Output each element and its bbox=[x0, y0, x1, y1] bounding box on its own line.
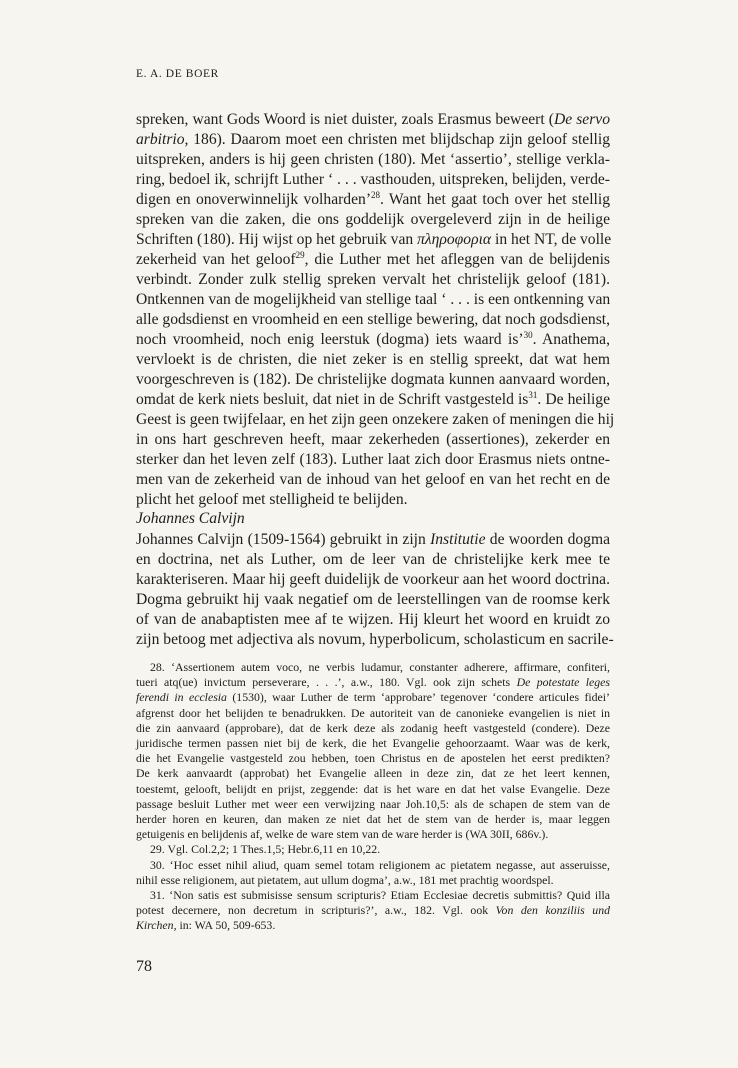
text-line: Geest is geen twijfelaar, en het zijn geen onzekere zaken of meningen die hij bbox=[136, 411, 615, 428]
text-line: verbindt. Zonder zulk stellig spreken vervalt het christelijk geloof (181). bbox=[136, 271, 610, 288]
footnote-ref-30: 30 bbox=[523, 330, 533, 340]
text-line: Schriften (180). Hij wijst op het gebruik van πληροφορια in het NT, de volle bbox=[136, 231, 612, 248]
text-line: noch vroomheid, noch enig leerstuk (dogma) iets waard is’$^{30}$. Anathema, bbox=[136, 330, 611, 348]
text-line: karakteriseren. Maar hij geeft duidelijk de voorkeur aan het woord doctrina. bbox=[136, 571, 610, 588]
text-line: sterker dan het leven zelf (183). Luther laat zich door Erasmus niets ontne- bbox=[136, 451, 610, 468]
text-line: Dogma gebruikt hij vaak negatief om de leerstellingen van de roomse kerk bbox=[136, 591, 610, 608]
running-head: E. A. DE BOER bbox=[136, 68, 219, 80]
footnote-30: 30. ‘Hoc esset nihil aliud, quam semel totam religionem ac pietatem negasse, aut asseruisse, nihil esse religionem, aut pietatem, aut ullum dogma’, a.w., 181 met prachtig woordspel. bbox=[136, 857, 610, 887]
text-line: vervloekt is de christen, die niet zeker is en stellig spreekt, dat wat hem bbox=[136, 351, 610, 368]
text-line: Ontkennen van de mogelijkheid van stellige taal ‘ . . . is een ontkenning van bbox=[136, 291, 611, 308]
text-line: Johannes Calvijn (1509-1564) gebruikt in zijn Institutie de woorden dogma bbox=[136, 531, 611, 548]
text-line: zekerheid van het geloof$^{29}$, die Luther met het afleggen van de belijdenis bbox=[136, 250, 610, 268]
body-text bbox=[136, 110, 615, 510]
text-line: voorgeschreven is (182). De christelijke dogmata kunnen aanvaard worden, bbox=[136, 371, 610, 388]
footnotes bbox=[136, 660, 610, 934]
text-line: men van de zekerheid van de inhoud van het geloof en van het recht en de bbox=[136, 471, 610, 488]
text-line: ring, bedoel ik, schrijft Luther ‘ . . . vasthouden, uitspreken, belijden, verde- bbox=[136, 171, 610, 188]
text-line: zijn betoog met adjectiva als novum, hyperbolicum, scholasticum en sacrile- bbox=[136, 631, 614, 648]
text-line: uitspreken, anders is hij geen christen (180). Met ‘assertio’, stellige verkla- bbox=[136, 151, 610, 168]
text-line: of van de anabaptisten mee af te wijzen. Hij kleurt het woord en kruidt zo bbox=[136, 611, 610, 628]
footnote-29: 29. Vgl. Col.2,2; 1 Thes.1,5; Hebr.6,11 en 10,22. bbox=[150, 842, 381, 857]
footnote-31: 31. ‘Non satis est submisisse sensum scripturis? Etiam Ecclesiae decretis submittis? Quid illa potest decernere, non decretum in scripturis?’, a.w., 182. Vgl. ook Von den konziliis und Kirchen, in: WA 50, 509-653. bbox=[136, 888, 610, 933]
footnote-ref-28: 28 bbox=[371, 190, 381, 200]
footnote-ref-29: 29 bbox=[295, 250, 305, 260]
greek-term: πληροφορια bbox=[417, 231, 492, 248]
section-body bbox=[136, 530, 614, 650]
text-line: arbitrio, 186). Daarom moet een christen met blijdschap zijn geloof stellig bbox=[136, 131, 610, 148]
footnote-28: 28. ‘Assertionem autem voco, ne verbis ludamur, constanter adherere, affirmare, confiteri, tueri atq(ue) invictum perseverare, . . .’, a.w., 180. Vgl. ook zijn schets De potestate leges ferendi in ecclesia (1530), waar Luther de term ‘approbare’ tegenover ‘condere articules fidei’ afgrenst door het belijden te benadrukken. De autoriteit van de canonieke evangelien is niet in die zin aanvaard (approbare), dat de kerk deze als zodanig heeft vastgesteld (condere). Deze juridische termen passen niet bij de kerk, die het Evangelie gehoorzaamt. Waar was de kerk, die het Evangelie vastgesteld zou hebben, toen Christus en de apostelen het eerst predikten? De kerk aanvaardt (approbat) het Evangelie alleen in deze zin, dat ze het leert kennen, toestemt, gelooft, belijdt en prijst, zeggende: dat is het ware en dat het valse Evangelie. Deze passage besluit Luther met weer een verwijzing naar Joh.10,5: als de schapen de stem van de herder horen en keuren, dan maken ze niet dat het de stem van de herder is, maar leggen getuigenis en belijdenis af, welke de ware stem van de ware herder is (WA 30II, 686v.). bbox=[136, 660, 611, 842]
page-number: 78 bbox=[136, 958, 152, 975]
text-line: spreken van die zaken, die ons goddelijk overgeleverd zijn in de heilige bbox=[136, 211, 610, 228]
text-line: plicht het geloof met stelligheid te belijden. bbox=[136, 491, 408, 508]
footnote-ref-31: 31 bbox=[528, 390, 538, 400]
text-line: omdat de kerk niets besluit, dat niet in de Schrift vastgesteld $is^{31}$. De heilige bbox=[136, 390, 611, 408]
text-line: en doctrina, net als Luther, om de leer van de christelijke kerk mee te bbox=[136, 551, 610, 568]
text-line: digen en onoverwinnelijk volharden’$^{28}$. Want het gaat toch over het stellig bbox=[136, 190, 610, 208]
text-line: spreken, want Gods Woord is niet duister, zoals Erasmus beweert (De servo bbox=[136, 111, 611, 128]
text-line: in ons hart geschreven heeft, maar zekerheden (assertiones), zekerder en bbox=[136, 431, 610, 448]
text-line: alle godsdienst en vroomheid en een stellige bewering, dat noch godsdienst, bbox=[136, 311, 610, 328]
section-heading: Johannes Calvijn bbox=[136, 510, 245, 527]
